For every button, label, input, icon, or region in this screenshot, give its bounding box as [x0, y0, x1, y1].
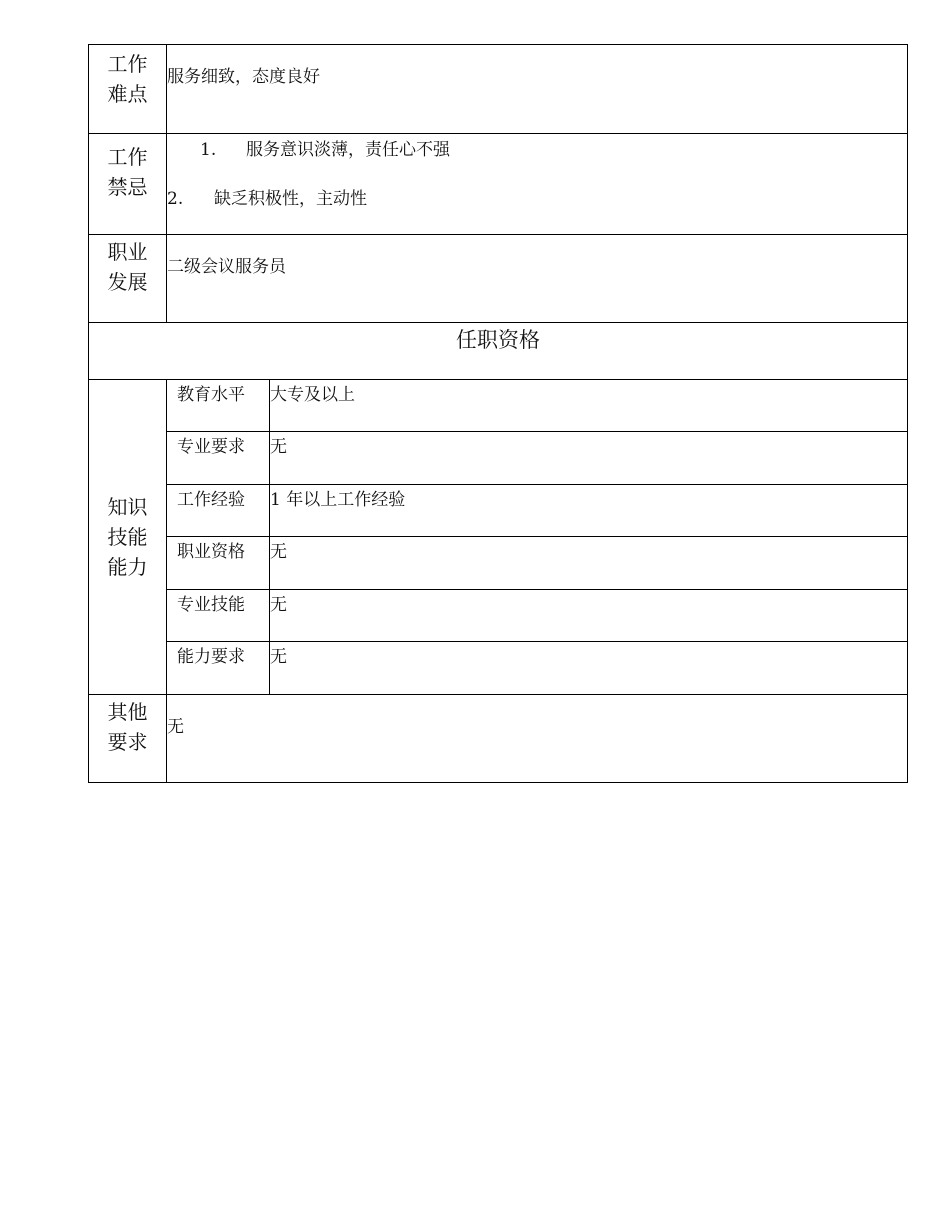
row-career-development	[89, 235, 908, 323]
knowledge-row	[89, 590, 908, 642]
ability-label: 能力要求	[167, 642, 270, 695]
experience-value: 1 年以上工作经验	[270, 485, 908, 537]
certification-label: 职业资格	[167, 537, 270, 590]
label-line: 其他	[107, 700, 148, 724]
knowledge-row	[89, 485, 908, 537]
label-line: 要求	[107, 730, 148, 754]
skills-value: 无	[270, 590, 908, 642]
knowledge-row	[89, 380, 908, 432]
knowledge-skills-label	[89, 380, 167, 695]
education-value: 大专及以上	[270, 380, 908, 432]
label-line: 难点	[107, 82, 148, 106]
knowledge-row	[89, 432, 908, 485]
ability-value: 无	[270, 642, 908, 695]
label-line: 发展	[107, 270, 148, 294]
list-text: 缺乏积极性，主动性	[214, 189, 367, 209]
row-work-taboos	[89, 134, 908, 235]
label-line: 工作	[107, 52, 148, 76]
work-taboos-label	[89, 134, 167, 235]
work-difficulty-text: 服务细致，态度良好	[167, 67, 320, 87]
work-difficulty-label	[89, 45, 167, 134]
work-difficulty-value	[167, 45, 908, 134]
other-requirements-label	[89, 695, 167, 783]
knowledge-row	[89, 537, 908, 590]
list-item	[167, 138, 907, 162]
other-requirements-value	[167, 695, 908, 783]
education-label: 教育水平	[167, 380, 270, 432]
major-label: 专业要求	[167, 432, 270, 485]
label-line: 禁忌	[107, 175, 148, 199]
label-line: 职业	[107, 240, 148, 264]
label-line: 知识	[107, 495, 148, 519]
list-number: 2.	[167, 189, 184, 209]
row-qualification-title	[89, 323, 908, 380]
label-line: 能力	[107, 555, 148, 579]
list-text: 服务意识淡薄，责任心不强	[246, 140, 450, 160]
knowledge-row	[89, 642, 908, 695]
list-item	[167, 187, 907, 211]
career-development-label	[89, 235, 167, 323]
other-requirements-text: 无	[167, 717, 184, 737]
row-work-difficulty	[89, 45, 908, 134]
work-taboos-list	[167, 134, 908, 235]
major-value: 无	[270, 432, 908, 485]
experience-label: 工作经验	[167, 485, 270, 537]
qualification-title: 任职资格	[89, 323, 908, 380]
job-description-table	[88, 44, 908, 783]
career-development-text: 二级会议服务员	[167, 257, 286, 277]
certification-value: 无	[270, 537, 908, 590]
label-line: 技能	[107, 525, 148, 549]
list-number: 1.	[200, 140, 217, 160]
career-development-value	[167, 235, 908, 323]
row-other-requirements	[89, 695, 908, 783]
skills-label: 专业技能	[167, 590, 270, 642]
label-line: 工作	[107, 145, 148, 169]
